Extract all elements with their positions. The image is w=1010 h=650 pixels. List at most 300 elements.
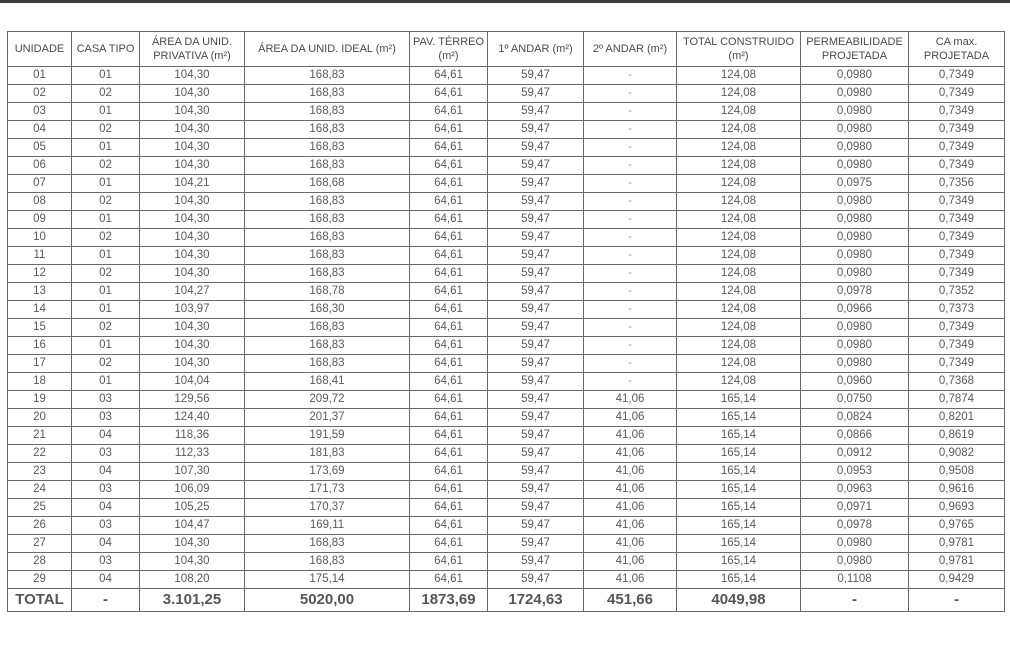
cell-permeabilidade: 0,1108: [801, 571, 909, 589]
header-text-line: (m²): [438, 50, 459, 62]
cell-1-andar: 59,47: [488, 175, 584, 193]
cell-permeabilidade: 0,0980: [801, 535, 909, 553]
cell-total-construido: 165,14: [677, 499, 801, 517]
cell-pav-terreo: 64,61: [410, 121, 488, 139]
header-text-line: PROJETADA: [821, 50, 888, 62]
cell-area-privativa: 108,20: [140, 571, 245, 589]
cell-total-construido: 124,08: [677, 175, 801, 193]
cell-unidade: 22: [8, 445, 72, 463]
cell-permeabilidade: 0,0980: [801, 193, 909, 211]
cell-area-privativa: 104,30: [140, 247, 245, 265]
cell-pav-terreo: 64,61: [410, 319, 488, 337]
table-row: [8, 211, 1005, 229]
cell-1-andar: 59,47: [488, 265, 584, 283]
cell-2-andar: -: [584, 121, 677, 139]
cell-2-andar: 41,06: [584, 427, 677, 445]
table-row: [8, 85, 1005, 103]
table-row: [8, 571, 1005, 589]
cell-2-andar: -: [584, 337, 677, 355]
cell-area-privativa: 104,30: [140, 265, 245, 283]
header-text-line: 1º ANDAR (m²): [498, 43, 573, 55]
cell-unidade: 02: [8, 85, 72, 103]
cell-total-construido: 165,14: [677, 391, 801, 409]
cell-2-andar: -: [584, 175, 677, 193]
cell-casa-tipo: 01: [72, 139, 140, 157]
cell-ca-max: 0,7349: [909, 247, 1005, 265]
cell-1-andar: 59,47: [488, 121, 584, 139]
cell-1-andar: 59,47: [488, 157, 584, 175]
cell-permeabilidade: 0,0980: [801, 337, 909, 355]
cell-permeabilidade: 0,0980: [801, 211, 909, 229]
cell-area-privativa: 104,27: [140, 283, 245, 301]
cell-2-andar: -: [584, 67, 677, 85]
cell-casa-tipo: 03: [72, 445, 140, 463]
cell-permeabilidade: 0,0980: [801, 319, 909, 337]
header-text-line: PAV. TÉRREO: [412, 36, 485, 48]
cell-casa-tipo: 02: [72, 157, 140, 175]
cell-ca-max: 0,7349: [909, 229, 1005, 247]
cell-permeabilidade: 0,0980: [801, 139, 909, 157]
header-text-line: ÁREA DA UNID.: [151, 36, 233, 48]
cell-ca-max: 0,7349: [909, 211, 1005, 229]
cell-area-ideal: 168,68: [245, 175, 410, 193]
cell-total-construido: 165,14: [677, 427, 801, 445]
cell-permeabilidade: 0,0980: [801, 247, 909, 265]
cell-unidade: 18: [8, 373, 72, 391]
cell-permeabilidade: 0,0980: [801, 157, 909, 175]
cell-1-andar: 59,47: [488, 211, 584, 229]
cell-total-construido: 124,08: [677, 247, 801, 265]
cell-permeabilidade: 0,0980: [801, 265, 909, 283]
cell-area-ideal: 168,83: [245, 193, 410, 211]
cell-unidade: 13: [8, 283, 72, 301]
cell-ca-max: 0,9781: [909, 553, 1005, 571]
header-ca-max: [909, 32, 1005, 67]
cell-casa-tipo: 03: [72, 481, 140, 499]
cell-area-privativa: 118,36: [140, 427, 245, 445]
total-1-andar: 1724,63: [488, 589, 584, 612]
cell-total-construido: 124,08: [677, 139, 801, 157]
cell-2-andar: -: [584, 301, 677, 319]
cell-area-privativa: 105,25: [140, 499, 245, 517]
cell-unidade: 26: [8, 517, 72, 535]
cell-area-ideal: 201,37: [245, 409, 410, 427]
cell-area-privativa: 104,30: [140, 229, 245, 247]
table-row: [8, 157, 1005, 175]
table-body: [8, 67, 1005, 612]
cell-permeabilidade: 0,0912: [801, 445, 909, 463]
cell-casa-tipo: 02: [72, 85, 140, 103]
cell-1-andar: 59,47: [488, 355, 584, 373]
cell-ca-max: 0,7349: [909, 103, 1005, 121]
cell-pav-terreo: 64,61: [410, 463, 488, 481]
cell-ca-max: 0,7349: [909, 337, 1005, 355]
header-area-ideal: [245, 32, 410, 67]
cell-ca-max: 0,7349: [909, 265, 1005, 283]
cell-casa-tipo: 03: [72, 409, 140, 427]
cell-unidade: 27: [8, 535, 72, 553]
cell-unidade: 06: [8, 157, 72, 175]
cell-casa-tipo: 04: [72, 535, 140, 553]
header-pav-terreo: [410, 32, 488, 67]
header-text-line: PERMEABILIDADE: [806, 36, 903, 48]
header-total-construido: [677, 32, 801, 67]
cell-permeabilidade: 0,0980: [801, 67, 909, 85]
total-area-ideal: 5020,00: [245, 589, 410, 612]
header-text-line: (m²): [728, 50, 749, 62]
cell-ca-max: 0,7874: [909, 391, 1005, 409]
cell-2-andar: -: [584, 103, 677, 121]
cell-pav-terreo: 64,61: [410, 247, 488, 265]
header-unidade: [8, 32, 72, 67]
table-row: [8, 175, 1005, 193]
cell-area-ideal: 168,83: [245, 337, 410, 355]
cell-2-andar: 41,06: [584, 517, 677, 535]
cell-ca-max: 0,7373: [909, 301, 1005, 319]
cell-ca-max: 0,9781: [909, 535, 1005, 553]
cell-1-andar: 59,47: [488, 103, 584, 121]
cell-1-andar: 59,47: [488, 337, 584, 355]
cell-area-ideal: 191,59: [245, 427, 410, 445]
cell-permeabilidade: 0,0866: [801, 427, 909, 445]
cell-total-construido: 165,14: [677, 571, 801, 589]
table-row: [8, 337, 1005, 355]
cell-total-construido: 124,08: [677, 301, 801, 319]
cell-pav-terreo: 64,61: [410, 265, 488, 283]
cell-casa-tipo: 04: [72, 427, 140, 445]
cell-1-andar: 59,47: [488, 553, 584, 571]
cell-unidade: 20: [8, 409, 72, 427]
cell-total-construido: 165,14: [677, 409, 801, 427]
cell-casa-tipo: 03: [72, 553, 140, 571]
cell-casa-tipo: 01: [72, 337, 140, 355]
cell-permeabilidade: 0,0978: [801, 283, 909, 301]
cell-pav-terreo: 64,61: [410, 337, 488, 355]
cell-area-ideal: 168,83: [245, 535, 410, 553]
cell-area-privativa: 112,33: [140, 445, 245, 463]
cell-pav-terreo: 64,61: [410, 427, 488, 445]
cell-2-andar: -: [584, 283, 677, 301]
header-permeabilidade: [801, 32, 909, 67]
total-pav-terreo: 1873,69: [410, 589, 488, 612]
cell-2-andar: -: [584, 157, 677, 175]
total-permeabilidade: -: [801, 589, 909, 612]
cell-area-privativa: 107,30: [140, 463, 245, 481]
cell-unidade: 05: [8, 139, 72, 157]
cell-casa-tipo: 01: [72, 67, 140, 85]
cell-area-privativa: 104,30: [140, 553, 245, 571]
cell-pav-terreo: 64,61: [410, 355, 488, 373]
cell-1-andar: 59,47: [488, 229, 584, 247]
cell-permeabilidade: 0,0971: [801, 499, 909, 517]
cell-ca-max: 0,7349: [909, 67, 1005, 85]
cell-total-construido: 165,14: [677, 535, 801, 553]
cell-2-andar: 41,06: [584, 499, 677, 517]
cell-area-ideal: 168,83: [245, 229, 410, 247]
table-row: [8, 67, 1005, 85]
cell-2-andar: 41,06: [584, 445, 677, 463]
cell-pav-terreo: 64,61: [410, 481, 488, 499]
table-row: [8, 409, 1005, 427]
cell-pav-terreo: 64,61: [410, 553, 488, 571]
table-row: [8, 535, 1005, 553]
table-row: [8, 445, 1005, 463]
table-row: [8, 139, 1005, 157]
table-row: [8, 319, 1005, 337]
header-area-privativa: [140, 32, 245, 67]
cell-area-privativa: 104,21: [140, 175, 245, 193]
cell-2-andar: 41,06: [584, 463, 677, 481]
cell-area-privativa: 104,30: [140, 535, 245, 553]
cell-pav-terreo: 64,61: [410, 373, 488, 391]
cell-unidade: 07: [8, 175, 72, 193]
cell-ca-max: 0,9429: [909, 571, 1005, 589]
cell-ca-max: 0,7349: [909, 157, 1005, 175]
cell-casa-tipo: 01: [72, 175, 140, 193]
cell-1-andar: 59,47: [488, 463, 584, 481]
cell-area-ideal: 168,41: [245, 373, 410, 391]
cell-total-construido: 124,08: [677, 103, 801, 121]
cell-ca-max: 0,9765: [909, 517, 1005, 535]
cell-total-construido: 165,14: [677, 517, 801, 535]
cell-unidade: 01: [8, 67, 72, 85]
table-row: [8, 427, 1005, 445]
cell-casa-tipo: 04: [72, 463, 140, 481]
cell-casa-tipo: 01: [72, 103, 140, 121]
cell-2-andar: -: [584, 193, 677, 211]
cell-1-andar: 59,47: [488, 67, 584, 85]
cell-1-andar: 59,47: [488, 409, 584, 427]
header-casa-tipo: [72, 32, 140, 67]
cell-unidade: 10: [8, 229, 72, 247]
table-row: [8, 499, 1005, 517]
cell-pav-terreo: 64,61: [410, 85, 488, 103]
cell-ca-max: 0,9616: [909, 481, 1005, 499]
cell-area-privativa: 124,40: [140, 409, 245, 427]
cell-unidade: 11: [8, 247, 72, 265]
header-text-line: PRIVATIVA (m²): [153, 50, 231, 62]
cell-total-construido: 124,08: [677, 319, 801, 337]
cell-total-construido: 124,08: [677, 85, 801, 103]
cell-area-ideal: 168,83: [245, 85, 410, 103]
cell-ca-max: 0,8201: [909, 409, 1005, 427]
cell-area-ideal: 168,83: [245, 67, 410, 85]
cell-unidade: 25: [8, 499, 72, 517]
cell-permeabilidade: 0,0978: [801, 517, 909, 535]
cell-area-privativa: 104,30: [140, 103, 245, 121]
cell-pav-terreo: 64,61: [410, 193, 488, 211]
cell-permeabilidade: 0,0953: [801, 463, 909, 481]
cell-ca-max: 0,7368: [909, 373, 1005, 391]
cell-permeabilidade: 0,0966: [801, 301, 909, 319]
cell-area-ideal: 168,83: [245, 121, 410, 139]
cell-1-andar: 59,47: [488, 373, 584, 391]
cell-2-andar: -: [584, 139, 677, 157]
cell-permeabilidade: 0,0980: [801, 553, 909, 571]
table-row: [8, 121, 1005, 139]
cell-area-privativa: 104,30: [140, 211, 245, 229]
table-row: [8, 517, 1005, 535]
cell-unidade: 12: [8, 265, 72, 283]
cell-area-privativa: 129,56: [140, 391, 245, 409]
table-row: [8, 301, 1005, 319]
cell-area-ideal: 169,11: [245, 517, 410, 535]
table-row: [8, 391, 1005, 409]
cell-area-privativa: 104,47: [140, 517, 245, 535]
cell-area-ideal: 181,83: [245, 445, 410, 463]
cell-permeabilidade: 0,0960: [801, 373, 909, 391]
cell-2-andar: 41,06: [584, 553, 677, 571]
cell-pav-terreo: 64,61: [410, 535, 488, 553]
cell-ca-max: 0,8619: [909, 427, 1005, 445]
cell-permeabilidade: 0,0963: [801, 481, 909, 499]
cell-area-privativa: 104,30: [140, 337, 245, 355]
cell-ca-max: 0,9693: [909, 499, 1005, 517]
header-text-line: CA max.: [935, 36, 978, 48]
cell-2-andar: 41,06: [584, 409, 677, 427]
cell-2-andar: 41,06: [584, 571, 677, 589]
header-text-line: PROJETADA: [923, 50, 990, 62]
cell-area-privativa: 104,30: [140, 157, 245, 175]
cell-ca-max: 0,7349: [909, 121, 1005, 139]
cell-total-construido: 124,08: [677, 157, 801, 175]
cell-area-ideal: 168,83: [245, 553, 410, 571]
cell-area-ideal: 209,72: [245, 391, 410, 409]
cell-1-andar: 59,47: [488, 445, 584, 463]
header-text-line: ÁREA DA UNID. IDEAL (m²): [258, 43, 396, 55]
table-row: [8, 103, 1005, 121]
header-text-line: 2º ANDAR (m²): [592, 43, 668, 55]
cell-pav-terreo: 64,61: [410, 517, 488, 535]
cell-unidade: 28: [8, 553, 72, 571]
header-text-line: CASA TIPO: [76, 43, 135, 55]
cell-1-andar: 59,47: [488, 427, 584, 445]
cell-area-ideal: 168,83: [245, 247, 410, 265]
cell-total-construido: 165,14: [677, 481, 801, 499]
cell-unidade: 15: [8, 319, 72, 337]
cell-1-andar: 59,47: [488, 301, 584, 319]
cell-permeabilidade: 0,0980: [801, 355, 909, 373]
cell-pav-terreo: 64,61: [410, 67, 488, 85]
cell-area-privativa: 103,97: [140, 301, 245, 319]
cell-2-andar: -: [584, 229, 677, 247]
cell-permeabilidade: 0,0824: [801, 409, 909, 427]
cell-2-andar: -: [584, 265, 677, 283]
cell-area-privativa: 104,30: [140, 67, 245, 85]
cell-2-andar: 41,06: [584, 535, 677, 553]
header-text-line: UNIDADE: [14, 43, 65, 55]
table-row: [8, 553, 1005, 571]
cell-total-construido: 124,08: [677, 373, 801, 391]
cell-ca-max: 0,7349: [909, 319, 1005, 337]
cell-total-construido: 124,08: [677, 121, 801, 139]
cell-1-andar: 59,47: [488, 391, 584, 409]
table-row: [8, 481, 1005, 499]
cell-total-construido: 124,08: [677, 355, 801, 373]
table-row: [8, 247, 1005, 265]
cell-1-andar: 59,47: [488, 283, 584, 301]
cell-pav-terreo: 64,61: [410, 499, 488, 517]
units-area-table-container: [7, 31, 1005, 612]
table-row: [8, 463, 1005, 481]
cell-area-ideal: 168,83: [245, 103, 410, 121]
total-ca-max: -: [909, 589, 1005, 612]
cell-casa-tipo: 03: [72, 391, 140, 409]
header-2-andar: [584, 32, 677, 67]
cell-casa-tipo: 02: [72, 193, 140, 211]
cell-pav-terreo: 64,61: [410, 409, 488, 427]
cell-area-ideal: 168,83: [245, 265, 410, 283]
cell-2-andar: -: [584, 355, 677, 373]
cell-1-andar: 59,47: [488, 193, 584, 211]
cell-area-ideal: 171,73: [245, 481, 410, 499]
cell-unidade: 29: [8, 571, 72, 589]
cell-pav-terreo: 64,61: [410, 175, 488, 193]
cell-2-andar: -: [584, 85, 677, 103]
cell-pav-terreo: 64,61: [410, 157, 488, 175]
cell-pav-terreo: 64,61: [410, 103, 488, 121]
cell-ca-max: 0,7349: [909, 139, 1005, 157]
cell-pav-terreo: 64,61: [410, 571, 488, 589]
cell-area-privativa: 104,30: [140, 85, 245, 103]
cell-1-andar: 59,47: [488, 499, 584, 517]
table-row: [8, 355, 1005, 373]
cell-area-ideal: 168,83: [245, 355, 410, 373]
table-row: [8, 283, 1005, 301]
cell-casa-tipo: 02: [72, 229, 140, 247]
cell-ca-max: 0,9508: [909, 463, 1005, 481]
cell-unidade: 08: [8, 193, 72, 211]
cell-permeabilidade: 0,0980: [801, 229, 909, 247]
cell-1-andar: 59,47: [488, 139, 584, 157]
cell-unidade: 14: [8, 301, 72, 319]
table-row: [8, 373, 1005, 391]
cell-casa-tipo: 01: [72, 211, 140, 229]
cell-area-privativa: 104,30: [140, 139, 245, 157]
cell-area-ideal: 168,30: [245, 301, 410, 319]
cell-casa-tipo: 02: [72, 355, 140, 373]
cell-1-andar: 59,47: [488, 247, 584, 265]
cell-permeabilidade: 0,0975: [801, 175, 909, 193]
table-row: [8, 265, 1005, 283]
cell-unidade: 23: [8, 463, 72, 481]
cell-ca-max: 0,7352: [909, 283, 1005, 301]
units-area-table: [7, 31, 1005, 612]
cell-1-andar: 59,47: [488, 517, 584, 535]
table-row: [8, 193, 1005, 211]
cell-area-privativa: 104,30: [140, 319, 245, 337]
cell-casa-tipo: 01: [72, 373, 140, 391]
scan-top-edge: [0, 0, 1010, 3]
cell-total-construido: 165,14: [677, 463, 801, 481]
cell-total-construido: 124,08: [677, 283, 801, 301]
cell-area-ideal: 168,83: [245, 211, 410, 229]
cell-pav-terreo: 64,61: [410, 139, 488, 157]
table-row: [8, 229, 1005, 247]
cell-casa-tipo: 01: [72, 301, 140, 319]
cell-ca-max: 0,7349: [909, 355, 1005, 373]
header-1-andar: [488, 32, 584, 67]
cell-unidade: 03: [8, 103, 72, 121]
cell-area-ideal: 175,14: [245, 571, 410, 589]
cell-casa-tipo: 04: [72, 499, 140, 517]
cell-ca-max: 0,7349: [909, 85, 1005, 103]
cell-total-construido: 124,08: [677, 193, 801, 211]
cell-2-andar: 41,06: [584, 391, 677, 409]
cell-area-ideal: 170,37: [245, 499, 410, 517]
cell-unidade: 19: [8, 391, 72, 409]
cell-2-andar: -: [584, 211, 677, 229]
